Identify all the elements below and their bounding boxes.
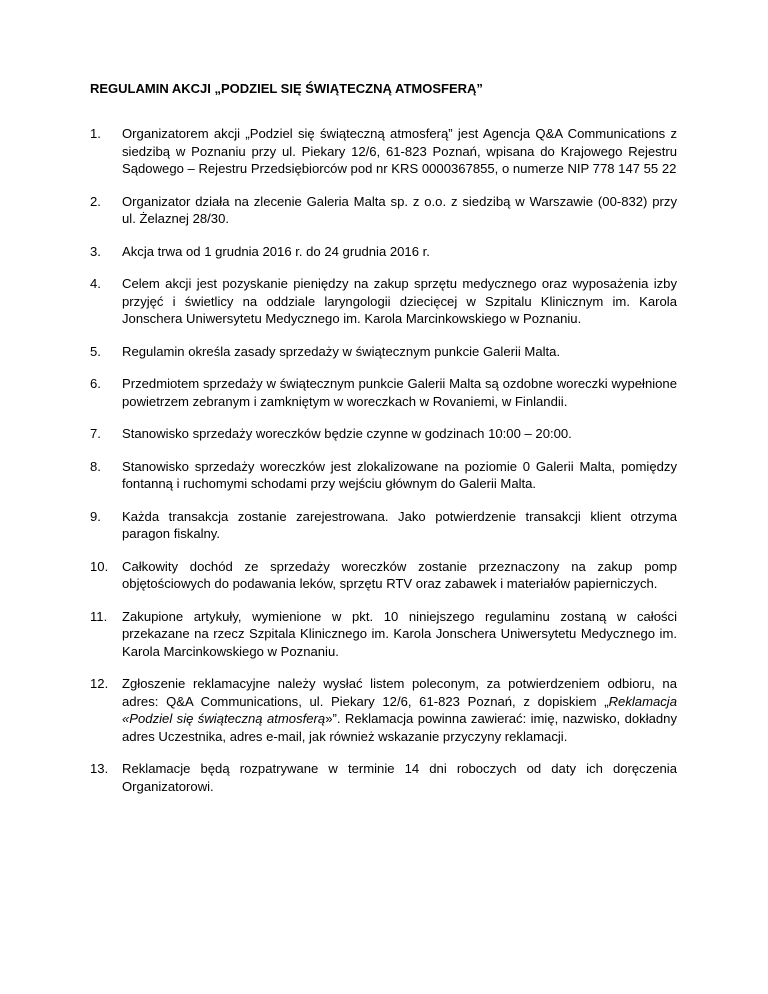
- item-text: Każda transakcja zostanie zarejestrowana. Jako potwierdzenie transakcji klient otrzyma paragon fiskalny.: [122, 508, 677, 541]
- item-text: Stanowisko sprzedaży woreczków jest zlokalizowane na poziomie 0 Galerii Malta, pomiędzy fontanną i ruchomymi schodami przy wejściu głównym do Galerii Malta.: [122, 458, 677, 491]
- item-text: Stanowisko sprzedaży woreczków będzie czynne w godzinach 10:00 – 20:00.: [122, 426, 572, 441]
- item-number: 4.: [90, 276, 101, 291]
- item-text: [122, 675, 677, 745]
- item-text: Akcja trwa od 1 grudnia 2016 r. do 24 grudnia 2016 r.: [122, 243, 430, 259]
- item-number: 2.: [90, 193, 101, 209]
- item-number: 5.: [90, 343, 101, 359]
- item-text-part: Zgłoszenie reklamacyjne należy wysłać listem poleconym, za potwierdzeniem odbioru, na adres: Q&A Communications, ul. Piekary 12/6, 61-823 Poznań, z dopiskiem „: [122, 676, 677, 709]
- item-text-italic: Reklamacja «Podziel się świąteczną atmosferą: [122, 693, 677, 726]
- item-number: 7.: [90, 426, 101, 441]
- item-text: Przedmiotem sprzedaży w świątecznym punkcie Galerii Malta są ozdobne woreczki wypełnione powietrzem zebranym i zamkniętym w woreczkach w Rovaniemi, w Finlandii.: [122, 376, 677, 409]
- document-title: REGULAMIN AKCJI „PODZIEL SIĘ ŚWIĄTECZNĄ ATMOSFERĄ”: [90, 81, 483, 96]
- item-text: Organizatorem akcji „Podziel się świąteczną atmosferą” jest Agencja Q&A Communications z siedzibą w Poznaniu przy ul. Piekary 12/6, 61-823 Poznań, wpisana do Krajowego Rejestru Sądowego – Rejestru Przedsiębiorców pod nr KRS 0000367855, o numerze NIP 778 147 55 22: [122, 126, 677, 176]
- item-number: 13.: [90, 761, 109, 776]
- regulations-list: [90, 125, 677, 795]
- list-item: [90, 508, 677, 543]
- item-number: 9.: [90, 508, 101, 524]
- item-text-part: »”. Reklamacja powinna zawierać: imię, nazwisko, dokładny adres Uczestnika, adres e-mail, jak również wskazanie przyczyny reklamacji.: [122, 711, 677, 744]
- list-item: [90, 558, 677, 593]
- list-item: [90, 375, 677, 410]
- list-item: [90, 425, 677, 443]
- item-text: Reklamacje będą rozpatrywane w terminie 14 dni roboczych od daty ich doręczenia Organizatorowi.: [122, 761, 677, 794]
- list-item: [90, 458, 677, 493]
- item-number: 11.: [90, 608, 108, 624]
- list-item: [90, 193, 677, 228]
- item-text: Zakupione artykuły, wymienione w pkt. 10 niniejszego regulaminu zostaną w całości przekazane na rzecz Szpitala Klinicznego im. Karola Jonschera Uniwersytetu Medycznego im. Karola Marcinkowskiego w Poznaniu.: [122, 608, 677, 659]
- item-number: 6.: [90, 376, 101, 391]
- item-text: Organizator działa na zlecenie Galeria Malta sp. z o.o. z siedzibą w Warszawie (00-832) przy ul. Żelaznej 28/30.: [122, 193, 677, 226]
- list-item: [90, 675, 677, 745]
- item-number: 8.: [90, 458, 101, 474]
- item-number: 10.: [90, 558, 109, 574]
- list-item: [90, 760, 677, 795]
- list-item: [90, 243, 677, 261]
- item-number: 3.: [90, 243, 101, 259]
- list-item: [90, 125, 677, 178]
- item-text: Całkowity dochód ze sprzedaży woreczków zostanie przeznaczony na zakup pomp objętościowych do podawania leków, sprzętu RTV oraz zabawek i materiałów papierniczych.: [122, 558, 677, 591]
- item-text: Celem akcji jest pozyskanie pieniędzy na zakup sprzętu medycznego oraz wyposażenia izby przyjęć i świetlicy na oddziale laryngologii dziecięcej w Szpitalu Klinicznym im. Karola Jonschera Uniwersytetu Medycznego im. Karola Marcinkowskiego w Poznaniu.: [122, 276, 677, 326]
- item-number: 12.: [90, 676, 109, 691]
- item-number: 1.: [90, 126, 101, 141]
- list-item: [90, 343, 677, 361]
- list-item: [90, 608, 677, 661]
- item-text: Regulamin określa zasady sprzedaży w świątecznym punkcie Galerii Malta.: [122, 343, 561, 359]
- list-item: [90, 275, 677, 328]
